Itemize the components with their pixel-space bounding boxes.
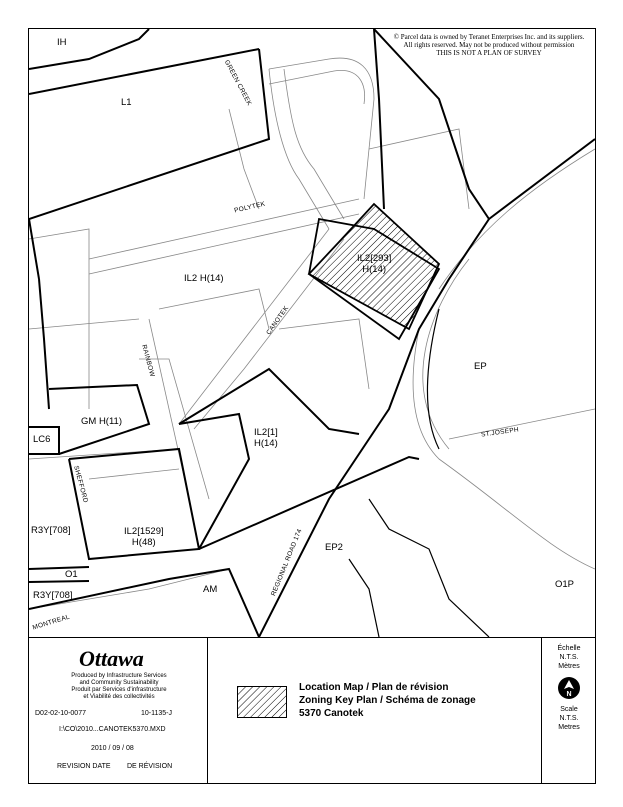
scale-en-line2: N.T.S. [559,715,579,722]
zone-label-il2-1529 [124,526,164,548]
legend-title-panel [209,638,542,784]
copyright-line-3: THIS IS NOT A PLAN OF SURVEY [436,49,542,57]
copyright-notice [389,33,589,57]
revision-date-value: 2010 / 09 / 08 [91,745,134,752]
street-label-st-joseph: ST.JOSEPH [480,426,520,439]
zone-label-am: AM [203,584,218,595]
zone-label-ep2: EP2 [325,542,343,553]
zone-label-il2-293-line2: H(14) [362,264,387,275]
zone-label-il2-293-line1: IL2[293] [357,253,392,264]
street-label-montreal: MONTREAL [31,613,71,632]
scale-fr-line2: N.T.S. [559,654,579,661]
ottawa-logo: Ottawa [79,646,144,671]
zone-label-il2-1-line2: H(14) [254,438,278,449]
street-label-canotek: CANOTEK [265,304,291,337]
street-label-shefford: SHEFFORD [72,465,89,504]
legend-credits-panel [29,638,208,784]
zone-label-il2-1529-line1: IL2[1529] [124,526,164,537]
dept-fr-line2: et Viabilité des collectivités [83,694,155,700]
zoning-map [29,29,595,637]
zone-label-o1p: O1P [555,579,575,590]
zone-label-ih: IH [57,37,67,48]
file-number: D02-02-10-0077 [35,710,86,717]
map-linework [29,29,595,637]
zone-label-ep: EP [474,361,487,372]
zone-label-il2-1 [254,427,278,449]
department-credit [39,673,199,701]
scale-fr [543,644,595,671]
zone-label-l1: L1 [121,97,132,108]
revision-label-fr: DE RÉVISION [127,763,173,770]
north-label: N [566,691,572,698]
zone-boundaries [29,29,595,637]
dept-en-line2: and Community Sustainability [79,680,159,686]
copyright-line-1: © Parcel data is owned by Teranet Enterprises Inc. and its suppliers. [393,33,585,41]
zone-label-o1: O1 [65,569,78,580]
street-label-rainbow: RAINBOW [140,344,156,378]
zone-label-il2-1-line1: IL2[1] [254,427,278,438]
map-sheet [28,28,596,784]
file-path: I:\CO\2010...CANOTEK5370.MXD [59,726,166,733]
scale-fr-line1: Échelle [557,645,581,652]
title-address: 5370 Canotek [299,708,364,719]
zone-label-il2-h14: IL2 H(14) [184,273,224,284]
copyright-line-2: All rights reserved. May not be produced without permission [403,41,575,49]
zone-label-gm: GM H(11) [81,416,122,427]
parcel-lines [29,58,595,609]
street-label-regional-road: REGIONAL ROAD 174 [270,527,304,598]
street-label-green-creek: GREEN CREEK [222,59,253,107]
scale-en-line1: Scale [560,706,578,713]
north-arrow-icon [558,677,580,699]
title-location-map: Location Map / Plan de révision [299,682,449,693]
zone-label-il2-1529-line2: H(48) [131,537,156,548]
scale-fr-line3: Mètres [558,663,580,670]
zone-label-lc6: LC6 [33,434,51,445]
title-zoning-key-plan: Zoning Key Plan / Schéma de zonage [299,695,476,706]
street-label-polytek: POLYTEK [233,200,266,215]
legend-scale-panel [543,638,595,784]
revision-label-en: REVISION DATE [57,763,111,770]
scale-en-line3: Metres [558,724,580,731]
dept-en-line1: Produced by Infrastructure Services [71,673,167,679]
zone-label-r3y-lower: R3Y[708] [33,590,73,601]
legend-block [29,637,595,784]
zone-label-il2-293 [357,253,391,275]
dept-fr-line1: Produit par Services d'infrastructure [71,687,167,693]
legend-hatch-swatch [237,686,287,718]
zone-label-r3y-upper: R3Y[708] [31,525,71,536]
scale-en [543,705,595,732]
plan-number: 10-1135-J [141,710,173,717]
